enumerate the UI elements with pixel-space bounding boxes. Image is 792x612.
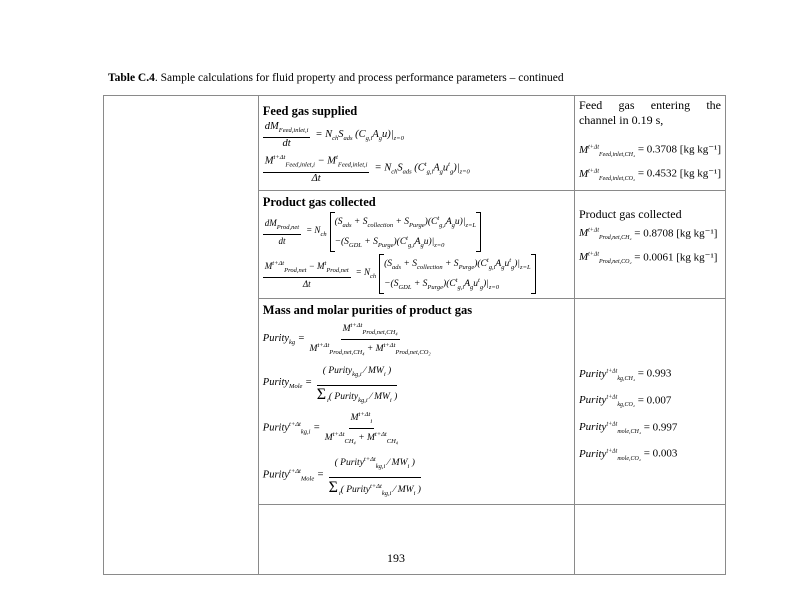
caption-text: . Sample calculations for fluid property and process performance parameters – continued xyxy=(154,72,564,84)
result-equation: $M^{t+\Delta t}_{Feed,inlet,CO_2} = 0.4532$ [kg kg⁻¹] xyxy=(578,167,721,182)
page-number: 193 xyxy=(387,551,405,565)
equation: Purity$_{Mole}$ = $\frac{( Purity_{kg,i} ⁄ MW_i )}{\Sigma_i( Purity_{kg,i} ⁄ MW_i )}$ xyxy=(263,361,570,407)
formula-cell xyxy=(258,190,574,298)
result-cell xyxy=(574,190,725,298)
formula-cell xyxy=(258,96,574,191)
equation: $\frac{dM_{Prod,net}}{dt}$ = $N_{ch}$ $(S_{ads} + S_{collection} + S_{Purge})(C^t_{g,i}A_gu)|_{z=L}$ $-(S_{GDL} + S_{Purge})(C^t_{g,i}A_gu)|_{z=0}$ xyxy=(263,212,570,252)
table-caption xyxy=(108,72,564,84)
result-equation: Purity$^{t+\Delta t}_{kg,CH_4}$ = 0.993 xyxy=(578,367,672,382)
calculations-table xyxy=(103,95,726,575)
result-equation: $M^{t+\Delta t}_{Prod,net,CO_2} = 0.0061$ [kg kg⁻¹] xyxy=(578,251,718,266)
result-text: Product gas collected xyxy=(578,206,682,221)
section-title: Product gas collected xyxy=(262,194,376,209)
equation: $\frac{M^{t+\Delta t}_{Feed,inlet,i} - M^t_{Feed,inlet,i}}{\Delta t}$ = $N_{ch}S_{ads}$ $(C^t_{g,i}A_gu^t_g)|_{z=0}$ xyxy=(264,154,470,184)
equation: $\frac{dM_{Feed,inlet,i}}{dt}$ = $N_{ch}S_{ads}$ $(C_{g,i}A_gu)|_{z=0}$ xyxy=(264,121,404,150)
equation: Purity$^{t+\Delta t}_{kg,i}$ = $\frac{M^{t+\Delta t}_i}{M^{t+\Delta t}_{CH_4} + M^{t+\Delta t}_{CH_4}}$ xyxy=(262,410,399,445)
section-title: Feed gas supplied xyxy=(262,104,358,118)
result-equation: $M^{t+\Delta t}_{Feed,inlet,CH_4} = 0.3708$ [kg kg⁻¹] xyxy=(578,143,721,158)
formula-cell xyxy=(258,298,574,504)
result-equation: Purity$^{t+\Delta t}_{kg,CO_2}$ = 0.007 xyxy=(578,394,672,409)
result-cell xyxy=(574,298,725,504)
table-row xyxy=(104,96,726,191)
equation: Purity$^{t+\Delta t}_{Mole}$ = $\frac{( Purity^{t+\Delta t}_{kg,i} ⁄ MW_i )}{\Sigma_i( Purity^{t+\Delta t}_{kg,i} ⁄ MW_i )}$ xyxy=(263,450,570,500)
equation: Purity$_{kg}$ = $\frac{M^{t+\Delta t}_{Prod,net,CH_4}}{M^{t+\Delta t}_{Prod,net,CH_4} + M^{t+\Delta t}_{Prod,net,CO_2}}$ xyxy=(262,321,431,356)
result-cell xyxy=(574,96,725,191)
equation: $\frac{M^{t+\Delta t}_{Prod,net} - M^t_{Prod,net}}{\Delta t}$ = $N_{ch}$ $(S_{ads} + S_{collection} + S_{Purge})(C^t_{g,i}A_gu^t_g)|_{z=L}$ $-(S_{GDL} + S_{Purge})(C^t_{g,i}A_gu^t_g)|_{z=0}$ xyxy=(263,254,570,294)
result-equation: Purity$^{t+\Delta t}_{mole,CO_2}$ = 0.003 xyxy=(578,448,678,463)
result-text: Feed gas entering the channel in 0.19 s, xyxy=(578,98,721,127)
section-title: Mass and molar purities of product gas xyxy=(262,302,473,317)
empty-cell xyxy=(104,96,259,575)
result-equation: $M^{t+\Delta t}_{Prod,net,CH_4} = 0.8708$ [kg kg⁻¹] xyxy=(578,227,718,242)
result-equation: Purity$^{t+\Delta t}_{mole,CH_4}$ = 0.997 xyxy=(578,421,678,436)
table-label: Table C.4 xyxy=(108,72,155,84)
